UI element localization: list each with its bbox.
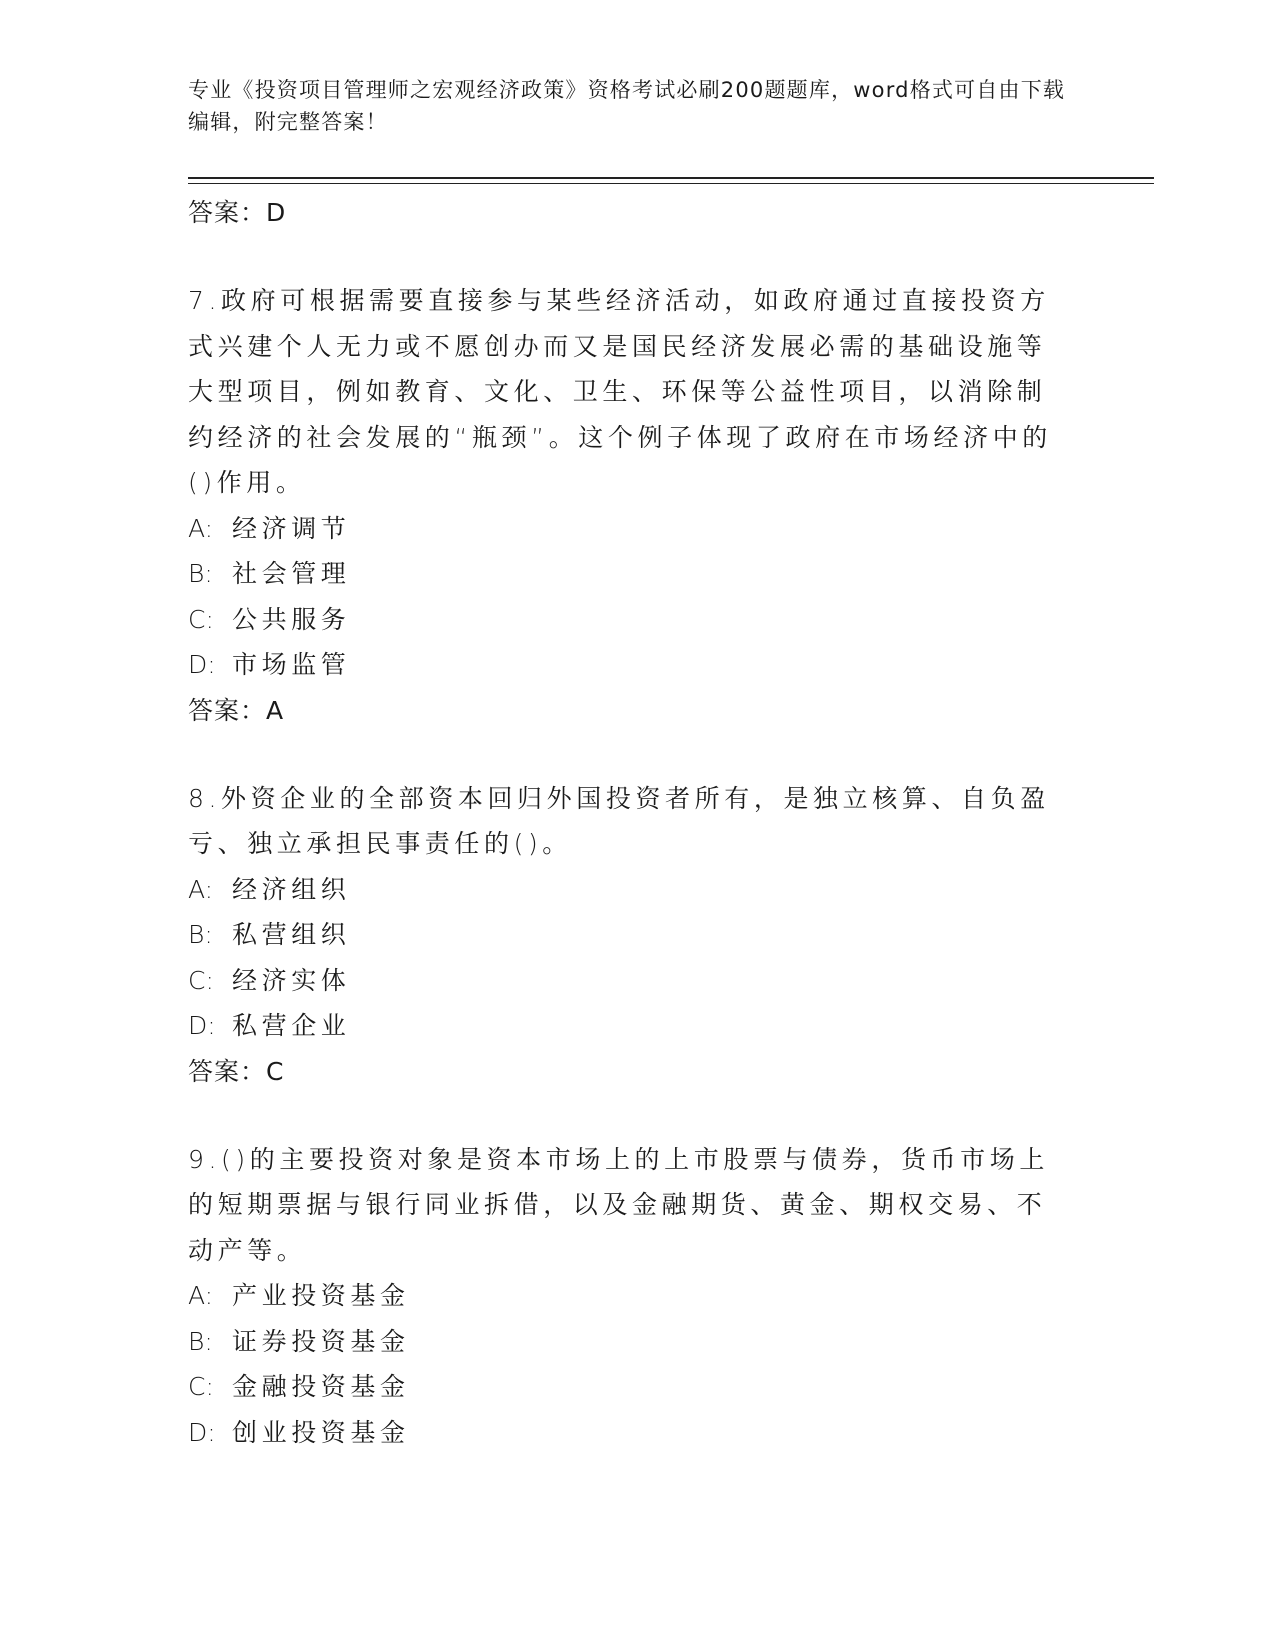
spacer	[188, 1095, 1068, 1137]
option-c	[188, 597, 1068, 643]
option-text: 市场监管	[232, 650, 351, 679]
option-d	[188, 1410, 1068, 1456]
option-text: 社会管理	[232, 559, 351, 588]
option-text: 经济调节	[232, 513, 351, 543]
option-letter: B:	[188, 920, 213, 949]
option-text: 经济组织	[232, 874, 351, 904]
option-letter: A:	[188, 513, 214, 543]
option-letter: A:	[188, 1281, 214, 1310]
answer-line: 答案：A	[188, 695, 285, 725]
option-text: 证券投资基金	[232, 1326, 410, 1356]
option-b	[188, 551, 1068, 597]
option-c	[188, 958, 1068, 1004]
option-a	[188, 1273, 1068, 1319]
option-text: 私营企业	[232, 1011, 351, 1040]
option-letter: D:	[188, 1011, 216, 1040]
document-header: 专业《投资项目管理师之宏观经济政策》资格考试必刷200题题库，word格式可自由下载编辑，附完整答案！	[188, 78, 1066, 134]
option-letter: D:	[188, 1417, 216, 1447]
option-a	[188, 867, 1068, 913]
option-text: 创业投资基金	[232, 1417, 410, 1447]
option-letter: B:	[188, 1326, 213, 1356]
option-c	[188, 1364, 1068, 1410]
option-text: 私营组织	[232, 920, 351, 949]
option-b	[188, 912, 1068, 958]
document-body	[188, 190, 1068, 1455]
option-d	[188, 642, 1068, 688]
option-text: 金融投资基金	[232, 1372, 410, 1401]
option-letter: C:	[188, 1372, 214, 1401]
header-divider-thin	[188, 183, 1154, 184]
question-stem: 7.政府可根据需要直接参与某些经济活动，如政府通过直接投资方式兴建个人无力或不愿创办而又是国民经济发展必需的基础设施等大型项目，例如教育、文化、卫生、环保等公益性项目，以消除制约经济的社会发展的“瓶颈”。这个例子体现了政府在市场经济中的()作用。	[188, 286, 1052, 497]
option-letter: B:	[188, 559, 213, 588]
option-text: 经济实体	[232, 965, 351, 995]
option-d	[188, 1003, 1068, 1049]
option-text: 公共服务	[232, 604, 351, 634]
option-letter: C:	[188, 965, 214, 995]
option-letter: A:	[188, 874, 214, 904]
answer-line: 答案：C	[188, 1056, 285, 1086]
header-divider	[188, 177, 1154, 179]
option-text: 产业投资基金	[232, 1281, 410, 1310]
option-letter: D:	[188, 650, 216, 679]
spacer	[188, 734, 1068, 776]
option-a	[188, 506, 1068, 552]
answer-line: 答案：D	[188, 198, 287, 227]
spacer	[188, 236, 1068, 278]
option-letter: C:	[188, 604, 214, 634]
question-stem: 9.()的主要投资对象是资本市场上的上市股票与债券，货币市场上的短期票据与银行同业拆借，以及金融期货、黄金、期权交易、不动产等。	[188, 1144, 1049, 1265]
option-b	[188, 1319, 1068, 1365]
question-stem: 8.外资企业的全部资本回归外国投资者所有，是独立核算、自负盈亏、独立承担民事责任的()。	[188, 783, 1050, 858]
